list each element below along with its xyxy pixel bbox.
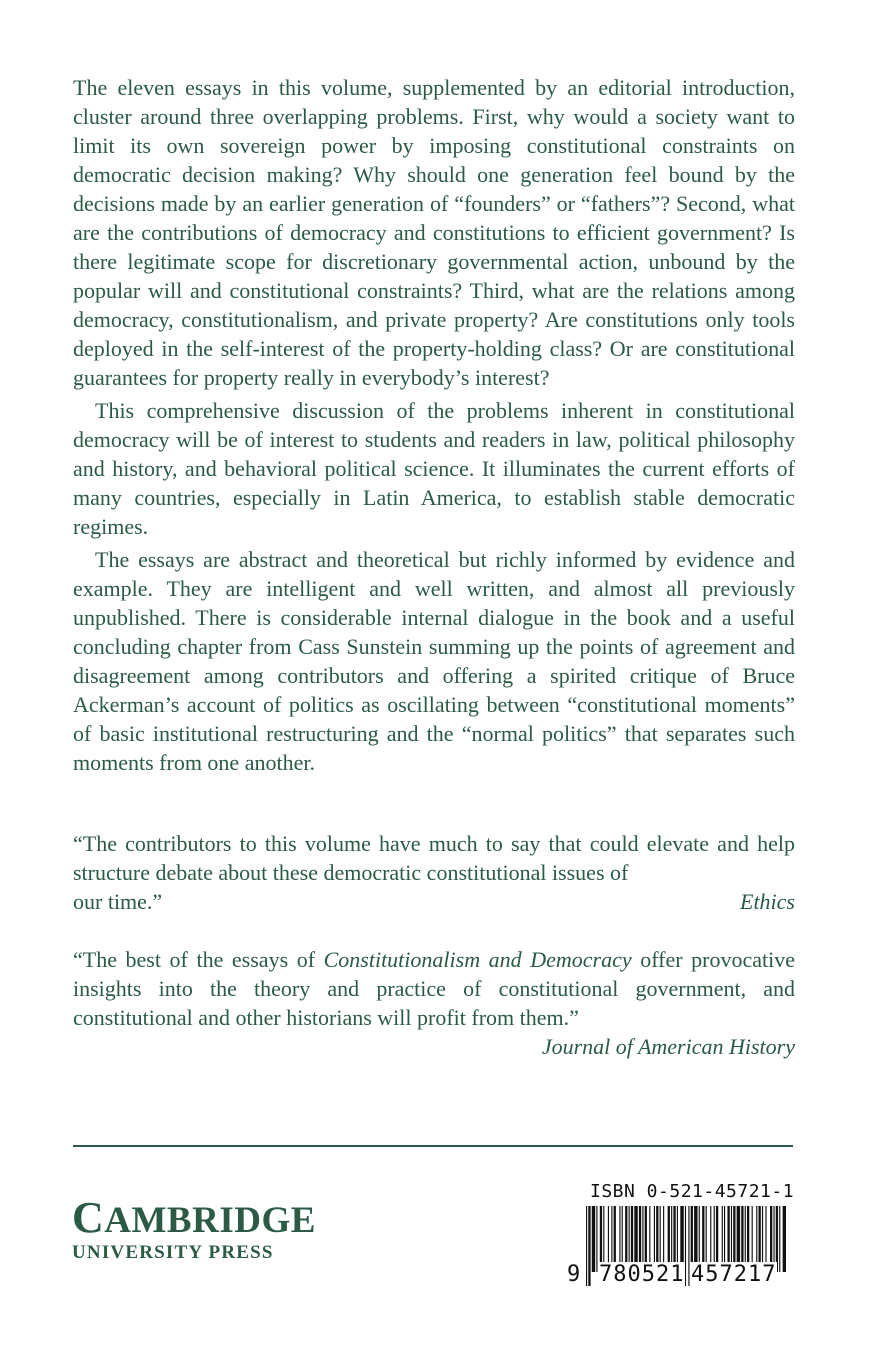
barcode-bar xyxy=(779,1206,780,1272)
barcode-bar xyxy=(783,1206,786,1272)
description-blurb xyxy=(73,73,795,777)
blurb-paragraph-1: The eleven essays in this volume, supplemented by an editorial introduction, cluster around three overlapping problems. First, why would a society want to limit its own sovereign power by imposing constitutional constraints on democratic decision making? Why should one generation feel bound by the decisions made by an earlier generation of “founders” or “fathers”? Second, what are the contributions of democracy and constitutions to efficient government? Is there legitimate scope for discretionary governmental action, unbound by the popular will and constitutional constraints? Third, what are the relations among democracy, constitutionalism, and private property? Are constitutions only tools deployed in the self-interest of the property-holding class? Or are constitutional guarantees for property really in everybody’s interest? xyxy=(73,75,795,390)
publisher-subname: UNIVERSITY PRESS xyxy=(72,1242,274,1263)
publisher-name: CAMBRIDGE xyxy=(72,1193,316,1242)
quote-text-tail: our time.” xyxy=(73,889,163,914)
barcode-right-digits: 457217 xyxy=(691,1262,777,1287)
review-quote-jah xyxy=(73,945,795,1061)
divider-rule xyxy=(73,1145,793,1147)
quote-source: Ethics xyxy=(740,889,795,914)
barcode-lead-digit: 9 xyxy=(567,1262,581,1287)
barcode-bar xyxy=(586,1206,587,1286)
quote-text: “The contributors to this volume have much to say that could elevate and help structure debate about these democratic constitutional issues of xyxy=(73,831,795,885)
barcode-left-digits: 780521 xyxy=(599,1262,685,1287)
barcode-bar xyxy=(592,1206,595,1272)
isbn-label: ISBN 0-521-45721-1 xyxy=(590,1181,795,1202)
review-quote-ethics xyxy=(73,829,795,916)
publisher-logo xyxy=(72,1193,316,1264)
quote-text-after: offer provocative insights into the theory and practice of constitutional government, and constitutional and other historians will profit from them.” xyxy=(73,947,795,1030)
quote-book-title: Constitutionalism and Democracy xyxy=(323,947,632,972)
quote-text-before: “The best of the essays of xyxy=(73,947,324,972)
quote-source: Journal of American History xyxy=(541,1034,795,1059)
barcode-bar xyxy=(588,1206,590,1286)
blurb-paragraph-2: This comprehensive discussion of the problems inherent in constitutional democracy will be of interest to students and readers in law, political philosophy and history, and behavioral political science. It illuminates the current efforts of many countries, especially in Latin America, to establish stable democratic regimes. xyxy=(73,398,795,539)
blurb-paragraph-3: The essays are abstract and theoretical but richly informed by evidence and example. They are intelligent and well written, and almost all previously unpublished. There is considerable internal dialogue in the book and a useful concluding chapter from Cass Sunstein summing up the points of agreement and disagreement among contributors and offering a spirited critique of Bruce Ackerman’s account of politics as oscillating between “constitutional moments” of basic institutional restructuring and the “normal politics” that separates such moments from one another. xyxy=(73,547,795,775)
